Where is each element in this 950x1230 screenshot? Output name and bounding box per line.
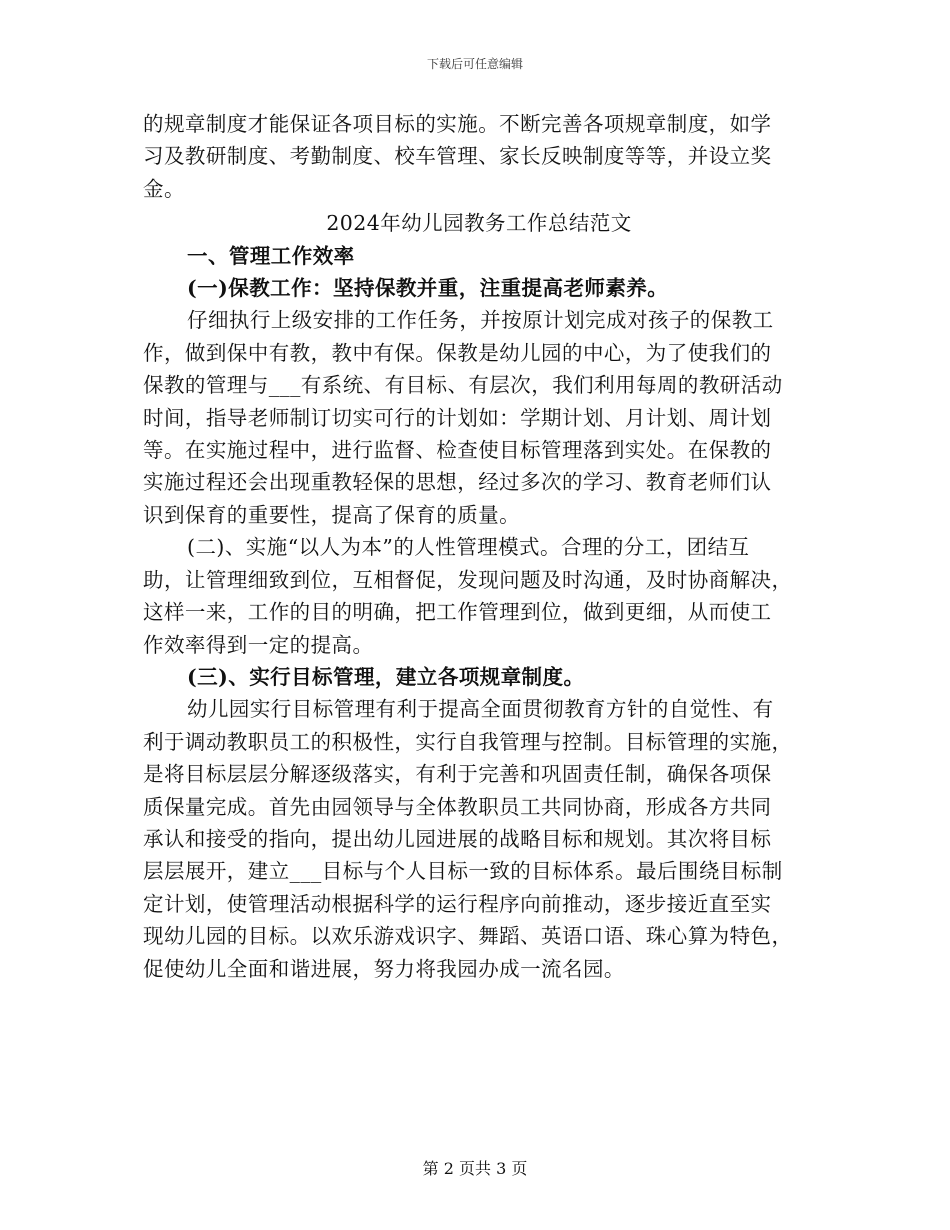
text-line: 实施过程还会出现重教轻保的思想，经过多次的学习、教育老师们认 (143, 470, 772, 495)
text-line: 承认和接受的指向，提出幼儿园进展的战略目标和规划。其次将目标 (143, 826, 772, 851)
text-line: 质保量完成。首先由园领导与全体教职员工共同协商，形成各方共同 (143, 794, 772, 819)
text-line: 等。在实施过程中，进行监督、检查使目标管理落到实处。在保教的 (143, 438, 772, 463)
text-line: 是将目标层层分解逐级落实，有利于完善和巩固责任制，确保各项保 (143, 762, 772, 787)
page-footer: 第 2 页共 3 页 (422, 1159, 528, 1178)
text-line: 识到保育的重要性，提高了保育的质量。 (143, 502, 521, 527)
text-line: 现幼儿园的目标。以欢乐游戏识字、舞蹈、英语口语、珠心算为特色， (143, 924, 793, 949)
text-line: 促使幼儿全面和谐进展，努力将我园办成一流名园。 (143, 956, 625, 981)
text-line: 助，让管理细致到位，互相督促，发现问题及时沟通，及时协商解决， (143, 567, 793, 592)
text-line: 作，做到保中有教，教中有保。保教是幼儿园的中心，为了使我们的 (143, 340, 772, 365)
text-line: 这样一来，工作的目的明确，把工作管理到位，做到更细，从而使工 (143, 600, 772, 625)
document-body (143, 108, 815, 985)
text-line: 幼儿园实行目标管理有利于提高全面贯彻教育方针的自觉性、有 (187, 697, 774, 722)
document-title: 2024年幼儿园教务工作总结范文 (326, 211, 632, 236)
text-line: 作效率得到一定的提高。 (143, 632, 374, 657)
text-line: (二)、实施“以人为本”的人性管理模式。合理的分工，团结互 (187, 535, 750, 560)
text-line: (一)保教工作：坚持保教并重，注重提高老师素养。 (187, 276, 669, 301)
text-line: 层层展开，建立___目标与个人目标一致的目标体系。最后围绕目标制 (143, 859, 783, 884)
text-line: 仔细执行上级安排的工作任务，并按原计划完成对孩子的保教工 (187, 308, 774, 333)
text-line: 的规章制度才能保证各项目标的实施。不断完善各项规章制度，如学 (143, 112, 772, 136)
text-line: 习及教研制度、考勤制度、校车管理、家长反映制度等等，并设立奖 (143, 144, 772, 169)
text-line: 定计划，使管理活动根据科学的运行程序向前推动，逐步接近直至实 (143, 891, 772, 916)
text-line: 利于调动教职员工的积极性，实行自我管理与控制。目标管理的实施， (143, 729, 793, 754)
text-line: 时间，指导老师制订切实可行的计划如：学期计划、月计划、周计划 (143, 405, 772, 430)
text-line: 一、管理工作效率 (187, 243, 355, 268)
page-header: 下载后可任意编辑 (426, 57, 523, 71)
text-line: 保教的管理与___有系统、有目标、有层次，我们利用每周的教研活动 (143, 373, 783, 398)
text-line: (三)、实行目标管理，建立各项规章制度。 (187, 664, 585, 689)
text-line: 金。 (143, 176, 185, 201)
